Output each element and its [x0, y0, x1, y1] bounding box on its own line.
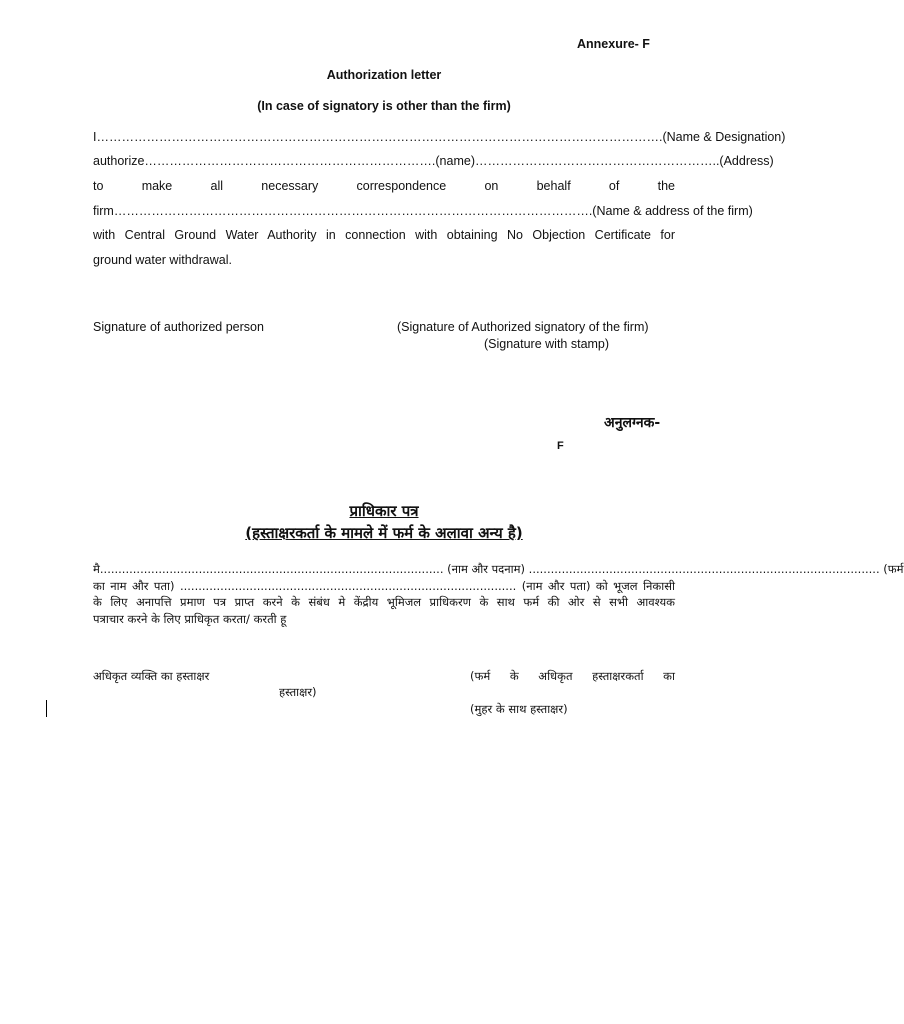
signature-authorized-person: Signature of authorized person [93, 320, 264, 334]
signature-with-stamp: (Signature with stamp) [484, 337, 610, 351]
hindi-line-2: का नाम और पता) ............................................................................................ (नाम और पता) को भूजल निकासी [93, 579, 675, 593]
text-cursor[interactable] [46, 700, 47, 717]
line-firm: firm…………………………………………………………………………………………………….(Name & address of the firm) [93, 204, 753, 218]
hindi-signature-firm-signatory-cont: हस्ताक्षर) [279, 685, 317, 699]
signature-firm-signatory: (Signature of Authorized signatory of the firm) [397, 320, 649, 334]
line-authorize: authorize…………………………………………………………….(name)…………………………………………………..(Address) [93, 154, 774, 168]
letter-subtitle: (In case of signatory is other than the firm) [257, 99, 511, 113]
hindi-line-4: पत्राचार करने के लिए प्राधिकृत करता/ करती हू [93, 612, 287, 626]
hindi-annexure-label: अनुलग्नक- [604, 415, 661, 431]
line-withdrawal: ground water withdrawal. [93, 253, 232, 267]
line-cgwa: with Central Ground Water Authority in connection with obtaining No Objection Certificate for [93, 228, 675, 242]
hindi-signature-authorized-person: अधिकृत व्यक्ति का हस्ताक्षर [93, 669, 210, 683]
hindi-signature-with-stamp: (मुहर के साथ हस्ताक्षर) [470, 702, 568, 716]
line-correspondence: to make all necessary correspondence on behalf of the [93, 179, 675, 193]
hindi-title: प्राधिकार पत्र [349, 502, 419, 520]
hindi-line-1: मै.............................................................................................. (नाम और पदनाम) ................................................................................................ (फर्म [93, 562, 904, 576]
hindi-line-3: के लिए अनापत्ति प्रमाण पत्र प्राप्त करने के संबंध मे केंद्रीय भूमिजल प्राधिकरण के साथ फर्म की ओर से सभी आवश्यक [93, 595, 675, 609]
hindi-signature-firm-signatory: (फर्म के अधिकृत हस्ताक्षरकर्ता का [470, 669, 675, 683]
line-name-designation: I……………………………………………………………………………………………………………………….(Name & Designation) [93, 130, 786, 144]
hindi-subtitle: (हस्ताक्षरकर्ता के मामले में फर्म के अलावा अन्य है) [245, 524, 523, 542]
annexure-label: Annexure- F [577, 37, 650, 51]
hindi-annexure-letter: F [557, 440, 564, 452]
letter-title: Authorization letter [326, 68, 442, 82]
